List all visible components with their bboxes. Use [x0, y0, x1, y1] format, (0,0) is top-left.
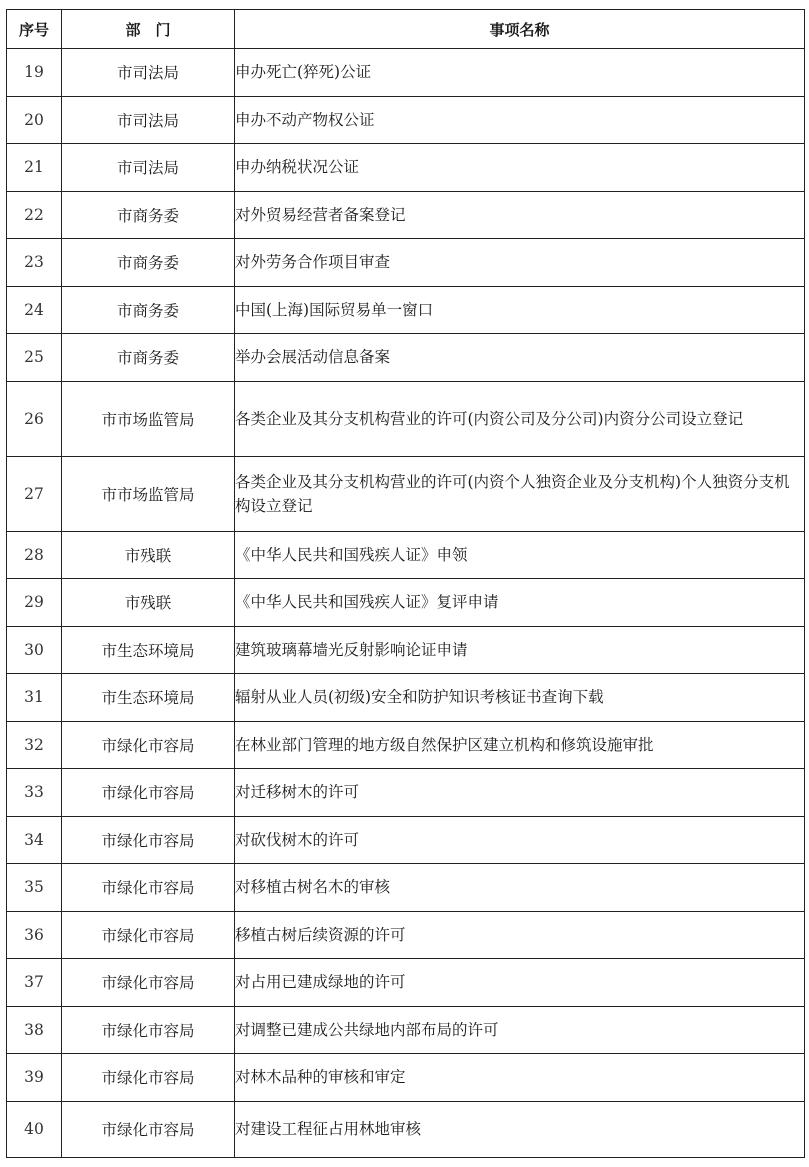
row-index: 30 — [7, 626, 62, 674]
row-index: 25 — [7, 334, 62, 382]
row-index: 24 — [7, 286, 62, 334]
row-item: 各类企业及其分支机构营业的许可(内资公司及分公司)内资分公司设立登记 — [235, 381, 805, 456]
row-department: 市商务委 — [62, 239, 235, 287]
row-department: 市司法局 — [62, 49, 235, 97]
table-row — [7, 816, 805, 864]
table-row — [7, 144, 805, 192]
row-index: 35 — [7, 864, 62, 912]
table-row — [7, 769, 805, 817]
row-department: 市残联 — [62, 531, 235, 579]
row-item: 中国(上海)国际贸易单一窗口 — [235, 286, 805, 334]
row-department: 市绿化市容局 — [62, 1101, 235, 1157]
row-item: 对外贸易经营者备案登记 — [235, 191, 805, 239]
row-department: 市绿化市容局 — [62, 959, 235, 1007]
row-item: 《中华人民共和国残疾人证》申领 — [235, 531, 805, 579]
row-department: 市绿化市容局 — [62, 816, 235, 864]
row-index: 32 — [7, 721, 62, 769]
row-item: 对移植古树名木的审核 — [235, 864, 805, 912]
row-department: 市绿化市容局 — [62, 1054, 235, 1102]
table-row — [7, 721, 805, 769]
table-row — [7, 239, 805, 287]
row-index: 38 — [7, 1006, 62, 1054]
row-item: 对外劳务合作项目审查 — [235, 239, 805, 287]
table-row — [7, 1054, 805, 1102]
table-row — [7, 96, 805, 144]
table-row — [7, 864, 805, 912]
row-department: 市绿化市容局 — [62, 864, 235, 912]
table-row — [7, 286, 805, 334]
row-item: 移植古树后续资源的许可 — [235, 911, 805, 959]
row-item: 申办纳税状况公证 — [235, 144, 805, 192]
row-item: 对林木品种的审核和审定 — [235, 1054, 805, 1102]
row-item: 各类企业及其分支机构营业的许可(内资个人独资企业及分支机构)个人独资分支机构设立登记 — [235, 456, 805, 531]
table-row — [7, 191, 805, 239]
table-row — [7, 381, 805, 456]
row-index: 34 — [7, 816, 62, 864]
row-index: 26 — [7, 381, 62, 456]
table-header-row — [7, 10, 805, 49]
row-item: 对砍伐树木的许可 — [235, 816, 805, 864]
row-item: 申办死亡(猝死)公证 — [235, 49, 805, 97]
row-item: 对调整已建成公共绿地内部布局的许可 — [235, 1006, 805, 1054]
table-row — [7, 531, 805, 579]
row-index: 40 — [7, 1101, 62, 1157]
row-index: 22 — [7, 191, 62, 239]
header-index: 序号 — [7, 10, 62, 49]
row-index: 36 — [7, 911, 62, 959]
row-department: 市市场监管局 — [62, 456, 235, 531]
row-department: 市市场监管局 — [62, 381, 235, 456]
table-row — [7, 579, 805, 627]
row-department: 市商务委 — [62, 334, 235, 382]
table-row — [7, 1006, 805, 1054]
row-item: 举办会展活动信息备案 — [235, 334, 805, 382]
table-row — [7, 1101, 805, 1157]
row-item: 辐射从业人员(初级)安全和防护知识考核证书查询下载 — [235, 674, 805, 722]
row-department: 市司法局 — [62, 96, 235, 144]
row-department: 市生态环境局 — [62, 674, 235, 722]
row-index: 39 — [7, 1054, 62, 1102]
row-item: 《中华人民共和国残疾人证》复评申请 — [235, 579, 805, 627]
table-row — [7, 49, 805, 97]
row-item: 对迁移树木的许可 — [235, 769, 805, 817]
table-row — [7, 674, 805, 722]
row-department: 市绿化市容局 — [62, 721, 235, 769]
row-index: 29 — [7, 579, 62, 627]
header-department: 部 门 — [62, 10, 235, 49]
items-table — [6, 9, 805, 1158]
row-item: 对占用已建成绿地的许可 — [235, 959, 805, 1007]
row-item: 建筑玻璃幕墙光反射影响论证申请 — [235, 626, 805, 674]
row-department: 市商务委 — [62, 286, 235, 334]
row-index: 33 — [7, 769, 62, 817]
row-index: 31 — [7, 674, 62, 722]
row-item: 在林业部门管理的地方级自然保护区建立机构和修筑设施审批 — [235, 721, 805, 769]
row-index: 23 — [7, 239, 62, 287]
row-department: 市司法局 — [62, 144, 235, 192]
row-index: 21 — [7, 144, 62, 192]
table-row — [7, 456, 805, 531]
table-row — [7, 959, 805, 1007]
row-index: 28 — [7, 531, 62, 579]
row-item: 对建设工程征占用林地审核 — [235, 1101, 805, 1157]
row-department: 市生态环境局 — [62, 626, 235, 674]
header-item: 事项名称 — [235, 10, 805, 49]
table-row — [7, 334, 805, 382]
row-department: 市绿化市容局 — [62, 1006, 235, 1054]
table-row — [7, 911, 805, 959]
row-item: 申办不动产物权公证 — [235, 96, 805, 144]
row-department: 市残联 — [62, 579, 235, 627]
row-index: 20 — [7, 96, 62, 144]
row-index: 37 — [7, 959, 62, 1007]
row-department: 市绿化市容局 — [62, 911, 235, 959]
row-index: 27 — [7, 456, 62, 531]
row-department: 市商务委 — [62, 191, 235, 239]
table-row — [7, 626, 805, 674]
row-department: 市绿化市容局 — [62, 769, 235, 817]
row-index: 19 — [7, 49, 62, 97]
